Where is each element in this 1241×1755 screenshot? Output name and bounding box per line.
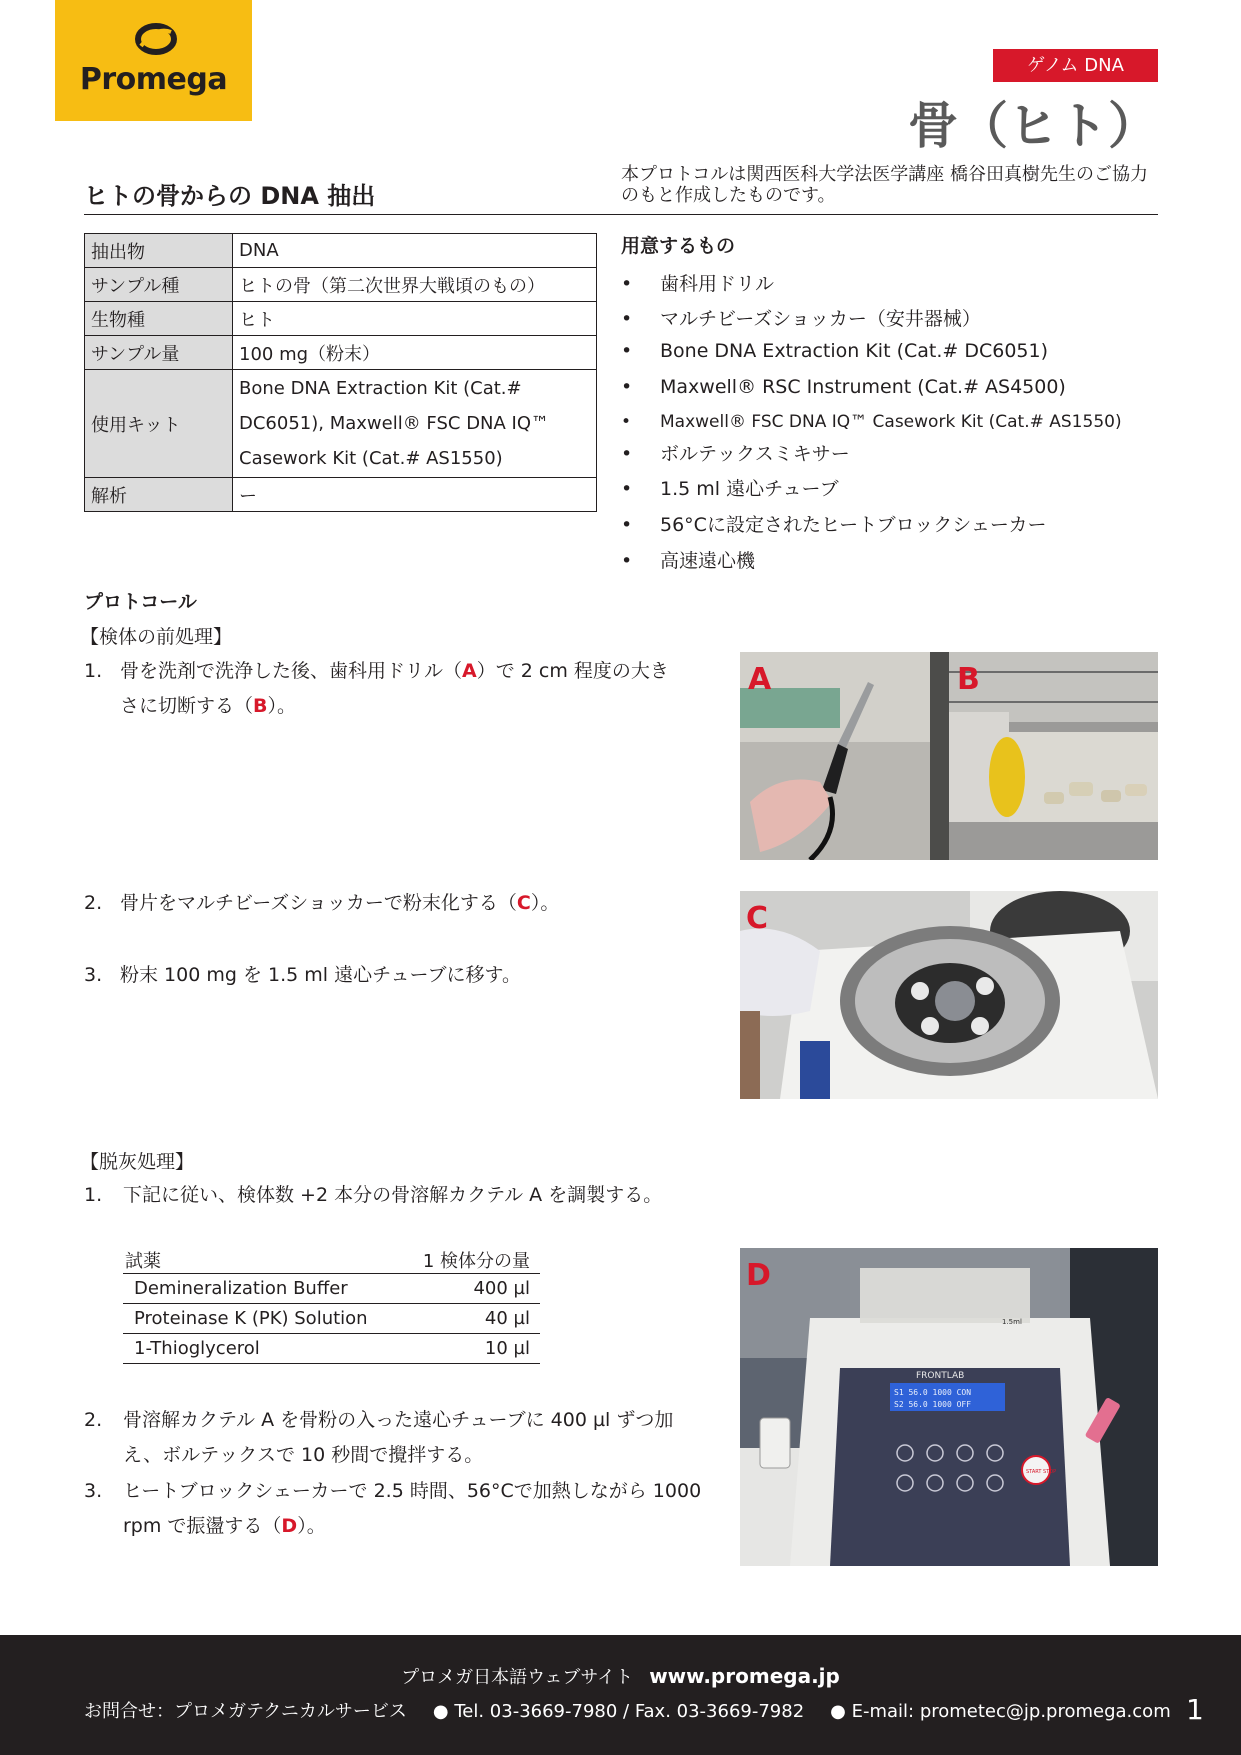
material-label: 56°Cに設定されたヒートブロックシェーカー [660, 514, 1047, 536]
info-value: DNA [233, 234, 597, 268]
table-header-row [123, 1246, 540, 1274]
header-divider [84, 214, 1158, 215]
photo-ref: A [462, 660, 477, 682]
step-text-part: ）。 [297, 1515, 326, 1537]
material-label: 歯科用ドリル [660, 273, 775, 295]
kit-line: Bone DNA Extraction Kit (Cat.# [239, 378, 522, 399]
promega-logo-mark-icon [135, 22, 177, 56]
reagent-amount: 40 µl [403, 1304, 540, 1334]
dental-drill-image [740, 652, 949, 860]
info-key: 解析 [85, 478, 233, 512]
start-stop-label: START STOP [1026, 1469, 1057, 1475]
footer-phone: ● Tel. 03-3669-7980 / Fax. 03-3669-7982 [432, 1701, 805, 1722]
bullet: • [621, 550, 633, 572]
info-value: 100 mg（粉末） [233, 336, 597, 370]
list-item [621, 439, 850, 466]
step-text [120, 689, 296, 724]
step-text-part: 骨片をマルチビーズショッカーで粉末化する（ [120, 892, 517, 914]
info-table [84, 233, 597, 512]
step-text: ヒートブロックシェーカーで 2.5 時間、56°Cで加熱しながら 1000 [123, 1480, 702, 1502]
table-row [85, 370, 597, 478]
table-row [123, 1304, 540, 1334]
page-title: 骨（ヒト） [908, 97, 1158, 155]
column-header: 1 検体分の量 [403, 1246, 540, 1274]
kit-line: Casework Kit (Cat.# AS1550) [239, 448, 503, 469]
footer-contact [84, 1697, 1171, 1723]
protocol-step [84, 654, 704, 724]
material-label: Maxwell® FSC DNA IQ™ Casework Kit (Cat.# AS1550) [660, 412, 1122, 432]
bone-fragments-image [949, 652, 1158, 860]
bullet: • [621, 273, 633, 295]
bullet: • [621, 478, 633, 500]
step-text-part: 骨を洗剤で洗浄した後、歯科用ドリル（ [120, 660, 463, 682]
list-item [621, 376, 1066, 398]
step-number: 2. [84, 1409, 103, 1431]
device-screen-line: S2 56.0 1000 OFF [894, 1400, 972, 1409]
list-item [621, 412, 1122, 432]
footer-site-link[interactable]: www.promega.jp [649, 1664, 840, 1688]
section-title: ヒトの骨からの DNA 抽出 [84, 182, 376, 210]
step-text [123, 1509, 326, 1544]
step-number: 3. [84, 1480, 103, 1502]
material-label: ボルテックスミキサー [660, 443, 850, 465]
reagent-name: Proteinase K (PK) Solution [123, 1304, 403, 1334]
table-row [85, 302, 597, 336]
photo-ref: D [281, 1515, 298, 1537]
step-text [120, 886, 559, 921]
promega-logo [55, 0, 252, 121]
reagent-amount: 400 µl [403, 1274, 540, 1304]
step-number: 2. [84, 892, 103, 914]
material-label: Maxwell® RSC Instrument (Cat.# AS4500) [660, 376, 1066, 398]
reagent-table [123, 1246, 540, 1364]
bullet: • [621, 443, 633, 465]
info-key: 使用キット [85, 370, 233, 478]
step-number: 3. [84, 964, 103, 986]
protocol-heading: プロトコール [84, 591, 197, 613]
category-badge: ゲノム DNA [993, 49, 1158, 82]
photo-ref: B [253, 695, 268, 717]
list-item [621, 304, 981, 331]
material-label: Bone DNA Extraction Kit (Cat.# DC6051) [660, 340, 1049, 362]
protocol-step [84, 1178, 724, 1213]
photo-ref: C [516, 892, 531, 914]
info-key: 生物種 [85, 302, 233, 336]
table-row [85, 478, 597, 512]
photo-label: B [957, 662, 980, 697]
list-item [621, 510, 1046, 537]
footer-website [0, 1663, 1241, 1689]
page-number: 1 [1186, 1693, 1204, 1726]
tube-size-label: 1.5ml [1002, 1318, 1022, 1326]
bullet: • [621, 376, 633, 398]
subsection-title-decalcification: 【脱灰処理】 [80, 1151, 195, 1173]
photo-label: D [746, 1258, 771, 1293]
step-text: 下記に従い、検体数 +2 本分の骨溶解カクテル A を調製する。 [123, 1184, 663, 1206]
photo-label: A [748, 662, 772, 697]
photo-bone-fragments [949, 652, 1158, 860]
acknowledgement: 本プロトコルは関西医科大学法医学講座 橋谷田真樹先生のご協力のもと作成したものです。 [621, 164, 1148, 206]
photo-heat-block-shaker [740, 1248, 1158, 1566]
material-label: 1.5 ml 遠心チューブ [660, 478, 839, 500]
footer-email[interactable]: ● E-mail: prometec@jp.promega.com [830, 1701, 1171, 1722]
photo-label: C [746, 901, 769, 936]
reagent-amount: 10 µl [403, 1334, 540, 1364]
heat-block-shaker-image [740, 1248, 1158, 1566]
materials-heading: 用意するもの [621, 235, 736, 257]
material-label: マルチビーズショッカー（安井器械） [660, 308, 981, 330]
step-text-part: ）で 2 cm 程度の大き [476, 660, 669, 682]
protocol-step [84, 958, 704, 993]
bullet: • [621, 514, 633, 536]
step-number: 1. [84, 1184, 103, 1206]
table-row [85, 268, 597, 302]
step-text-part: ）。 [267, 695, 297, 717]
info-key: サンプル種 [85, 268, 233, 302]
bullet: • [621, 340, 633, 362]
step-text [120, 654, 669, 689]
step-text: 骨溶解カクテル A を骨粉の入った遠心チューブに 400 µl ずつ加 [123, 1409, 674, 1431]
list-item [621, 340, 1048, 362]
photo-dental-drill [740, 652, 949, 860]
footer-site-label: プロメガ日本語ウェブサイト [401, 1667, 634, 1688]
info-key: サンプル量 [85, 336, 233, 370]
device-brand-label: FRONTLAB [916, 1371, 965, 1381]
reagent-name: Demineralization Buffer [123, 1274, 403, 1304]
info-value: ヒトの骨（第二次世界大戦頃のもの） [233, 268, 597, 302]
table-row [123, 1274, 540, 1304]
promega-wordmark: Promega [79, 62, 228, 97]
bullet: • [621, 308, 633, 330]
subsection-title-pretreatment: 【検体の前処理】 [80, 626, 233, 648]
table-row [123, 1334, 540, 1364]
info-value: ー [233, 478, 597, 512]
list-item [621, 474, 839, 501]
reagent-name: 1-Thioglycerol [123, 1334, 403, 1364]
list-item [621, 269, 774, 296]
photo-bead-shocker [740, 891, 1158, 1099]
bead-shocker-image [740, 891, 1158, 1099]
step-text: 粉末 100 mg を 1.5 ml 遠心チューブに移す。 [120, 964, 522, 986]
column-header: 試薬 [123, 1246, 403, 1274]
bullet: • [621, 412, 632, 432]
step-text-part: ）。 [530, 892, 560, 914]
protocol-step [84, 1403, 724, 1473]
step-text-part: さに切断する（ [120, 695, 254, 717]
kit-line: DC6051), Maxwell® FSC DNA IQ™ [239, 413, 550, 434]
footer [0, 1635, 1241, 1755]
protocol-step [84, 1474, 724, 1544]
info-key: 抽出物 [85, 234, 233, 268]
protocol-step [84, 886, 704, 921]
info-value-kits [233, 370, 597, 478]
footer-contact-label: お問合せ：プロメガテクニカルサービス [84, 1701, 407, 1722]
step-text-part: rpm で振盪する（ [123, 1515, 282, 1537]
material-label: 高速遠心機 [660, 550, 756, 572]
info-value: ヒト [233, 302, 597, 336]
step-number: 1. [84, 660, 103, 682]
step-text: え、ボルテックスで 10 秒間で攪拌する。 [123, 1444, 484, 1466]
table-row [85, 234, 597, 268]
table-row [85, 336, 597, 370]
list-item [621, 546, 755, 573]
device-screen-line: S1 56.0 1000 CON [894, 1388, 972, 1397]
